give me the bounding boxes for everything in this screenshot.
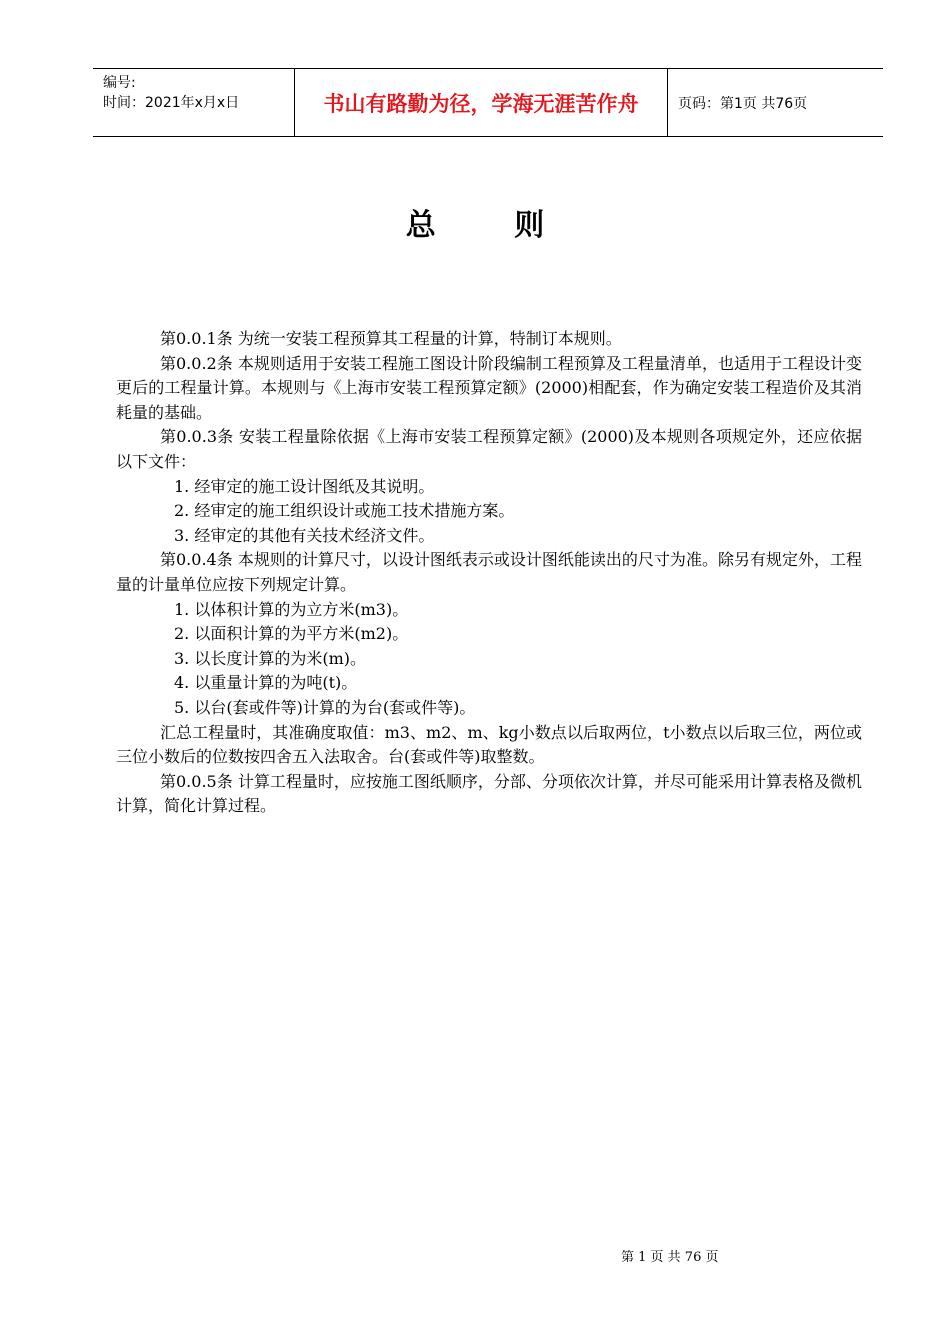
header-meta-cell (93, 69, 295, 136)
page-header (93, 68, 883, 137)
paragraph: 第0.0.3条 安装工程量除依据《上海市安装工程预算定额》(2000)及本规则各项规定外，还应依据以下文件： (116, 427, 862, 471)
page-footer: 第 1 页 共 76 页 (621, 1250, 719, 1265)
time-label: 时间：2021年x月x日 (103, 95, 240, 111)
paragraph: 第0.0.5条 计算工程量时，应按施工图纸顺序，分部、分项依次计算，并尽可能采用计算表格及微机计算，简化计算过程。 (116, 771, 862, 816)
list-item: 4. 以重量计算的为吨(t)。 (174, 673, 358, 693)
paragraph: 汇总工程量时，其准确度取值：m3、m2、m、kg小数点以后取两位，t小数点以后取三位，两位或三位小数后的位数按四舍五入法取舍。台(套或件等)取整数。 (116, 722, 862, 767)
list-item: 3. 以长度计算的为米(m)。 (174, 648, 367, 668)
list-item: 1. 经审定的施工设计图纸及其说明。 (174, 476, 435, 496)
page-label: 页码：第1页 共76页 (678, 95, 808, 112)
document-body (116, 327, 862, 819)
header-page-cell (668, 69, 883, 136)
list-item: 2. 以面积计算的为平方米(m2)。 (174, 624, 409, 644)
motto-text: 书山有路勤为径，学海无涯苦作舟 (323, 90, 639, 116)
number-label: 编号: (103, 75, 136, 91)
document-title: 总 则 (405, 208, 579, 243)
paragraph: 第0.0.4条 本规则的计算尺寸，以设计图纸表示或设计图纸能读出的尺寸为准。除另有规定外，工程量的计量单位应按下列规定计算。 (116, 550, 862, 594)
list-item: 1. 以体积计算的为立方米(m3)。 (174, 599, 409, 619)
paragraph: 第0.0.2条 本规则适用于安装工程施工图设计阶段编制工程预算及工程量清单，也适用于工程设计变更后的工程量计算。本规则与《上海市安装工程预算定额》(2000)相配套，作为确定安装工程造价及其消耗量的基础。 (116, 353, 862, 422)
header-motto-cell (295, 69, 668, 136)
paragraph: 第0.0.1条 为统一安装工程预算其工程量的计算，特制订本规则。 (160, 329, 622, 348)
list-item: 2. 经审定的施工组织设计或施工技术措施方案。 (174, 501, 515, 521)
list-item: 3. 经审定的其他有关技术经济文件。 (174, 525, 435, 545)
list-item: 5. 以台(套或件等)计算的为台(套或件等)。 (174, 697, 476, 717)
